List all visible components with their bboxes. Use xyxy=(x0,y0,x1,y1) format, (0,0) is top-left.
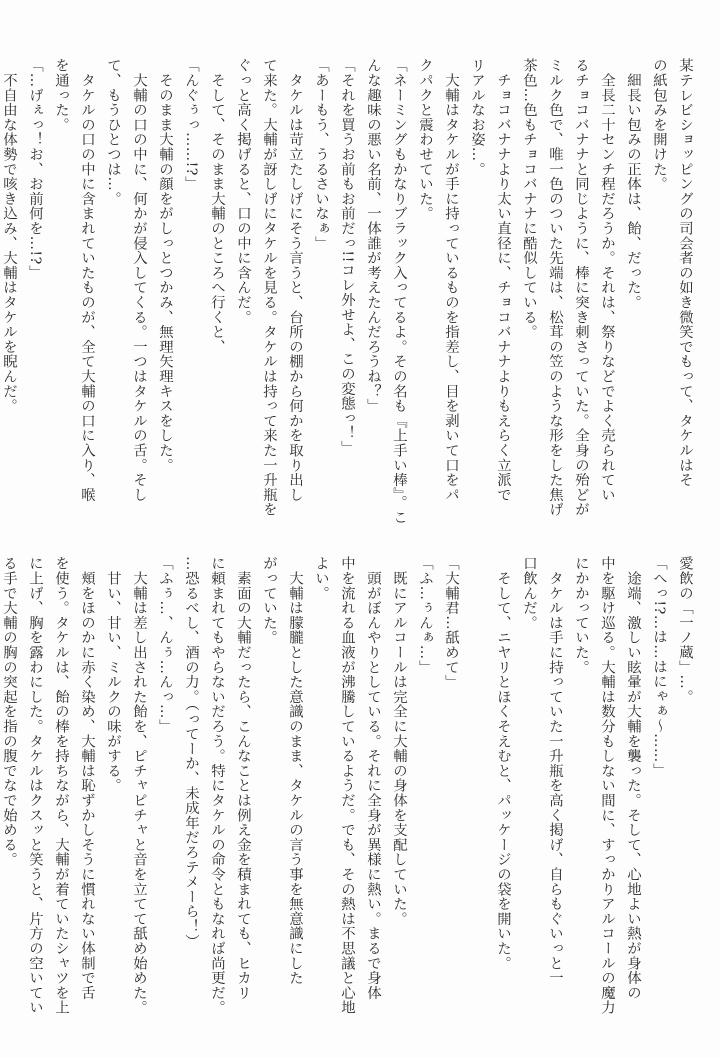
text-line: 大輔は朦朧とした意識のまま、タケルの言う事を無意識にした xyxy=(287,556,303,986)
text-line: がっていた。 xyxy=(261,556,277,645)
text-line: 中を流れる血液が沸騰しているようだ。でも、その熱は不思議と心地 xyxy=(339,556,355,1015)
text-line: タケルは苛立たしげにそう言うと、台所の棚から何かを取り出し xyxy=(287,58,303,502)
text-line: タケルの口の中に含まれていたものが、全て大輔の口に入り、喉 xyxy=(79,58,95,502)
text-line: 細長い包みの正体は、飴、だった。 xyxy=(625,58,641,310)
text-line: タケルは手に持っていた一升瓶を高く掲げ、自らもぐいっと一 xyxy=(547,556,563,986)
text-line xyxy=(464,556,490,996)
text-line: 大輔の口の中に、何かが侵入してくる。一つはタケルの舌。そし xyxy=(131,58,147,502)
text-line: 「あーもう、うるさいなぁ」 xyxy=(313,58,329,251)
text-line: クパクと震わせていた。 xyxy=(417,58,433,221)
text-line: にかかっていた。 xyxy=(573,556,589,675)
text-line: 不自由な体勢で咳き込み、大輔はタケルを睨んだ。 xyxy=(1,58,17,414)
text-line: に頼まれてもやらないだろう。特にタケルの命令ともなれば尚更だ。 xyxy=(209,556,225,1015)
text-line: 「ふぅ…、んぅ…んっ…」 xyxy=(157,556,173,734)
text-line: 「ふ…ぅんぁ…」 xyxy=(417,556,433,675)
text-line: リアルなお姿…。 xyxy=(469,58,485,177)
text-line: そして、ニヤリとほくそえむと、パッケージの袋を開いた。 xyxy=(495,556,511,971)
text-line: ぐっと高く掲げると、口の中に含んだ。 xyxy=(235,58,251,325)
text-line: を通った。 xyxy=(53,58,69,132)
text-line: 頭がぼんやりとしている。それに全身が異様に熱い。まるで身体 xyxy=(365,556,381,1000)
text-line: 愛飲の「一ノ蔵」…。 xyxy=(677,556,693,704)
text-line: 「ネーミングもかなりブラック入ってるよ。その名も『上手い棒』。こ xyxy=(391,58,407,525)
text-line: 既にアルコールは完全に大輔の身体を支配していた。 xyxy=(391,556,407,926)
text-line: 甘い、甘い、ミルクの味がする。 xyxy=(105,556,121,793)
text-line: 大輔はタケルが手に持っているものを指差し、目を剥いて口をパ xyxy=(443,58,459,502)
text-block-top xyxy=(1,58,698,525)
text-line: 中を駆け巡る。大輔は数分もしない間に、すっかりアルコールの魔力 xyxy=(599,556,615,1015)
text-line: そのまま大輔の顔をがしっとつかみ、無理矢理キスをした。 xyxy=(157,58,173,473)
text-line: 「…げぇっ！お、お前何を…!?」 xyxy=(27,58,43,280)
text-line: 素面の大輔だったら、こんなことは例え金を積まれても、ヒカリ xyxy=(235,556,251,1000)
text-line: て、もうひとつは…。 xyxy=(105,58,121,206)
text-line: そして、そのまま大輔のところへ行くと、 xyxy=(209,58,225,354)
text-line: 「大輔君…舐めて」 xyxy=(443,556,459,690)
text-line: の紙包みを開けた。 xyxy=(651,58,667,192)
text-line: 「それを買うお前もお前だっ!!コレ外せよ、この変態っ！」 xyxy=(339,58,355,456)
text-line: 茶色…色もチョコバナナに酷似している。 xyxy=(521,58,537,340)
text-line: に上げ、胸を露わにした。タケルはクスッと笑うと、片方の空いてい xyxy=(27,556,43,1015)
text-line: て来た。大輔が訝しげにタケルを見る。タケルは持って来た一升瓶を xyxy=(261,58,277,517)
text-line: 全長二十センチ程だろうか。それは、祭りなどでよく売られてい xyxy=(599,58,615,502)
text-line: 頬をほのかに赤く染め、大輔は恥ずかしそうに慣れない体制で舌 xyxy=(79,556,95,1000)
text-line: …恐るべし、酒の力。（ってーか、未成年だろテメーら！） xyxy=(183,556,199,949)
text-line: 途端、激しい眩暈が大輔を襲った。そして、心地よい熱が身体の xyxy=(625,556,641,1000)
text-line: るチョコバナナと同じように、棒に突き刺さっていた。全身の殆どが xyxy=(573,58,589,517)
text-line: 「んぐぅっ……!?」 xyxy=(183,58,199,191)
text-line: 大輔は差し出された飴を、ピチャピチャと音を立てて舐め始めた。 xyxy=(131,556,147,1015)
text-line: よい。 xyxy=(313,556,329,601)
text-line: んな趣味の悪い名前、一体誰が考えたんだろうね？」 xyxy=(365,58,381,414)
text-line: 「へっ!?…は…はにゃぁ〜……」 xyxy=(651,556,667,778)
text-line: 某テレビショッピングの司会者の如き微笑でもって、タケルはそ xyxy=(677,58,693,488)
text-line: ミルク色で、唯一色のついた先端は、松茸の笠のような形をした焦げ xyxy=(547,58,563,517)
text-line: を使う。タケルは、飴の棒を持ちながら、大輔が着ていたシャツを上 xyxy=(53,556,69,1015)
text-line: る手で大輔の胸の突起を指の腹でなで始める。 xyxy=(1,556,17,867)
text-line: 口飲んだ。 xyxy=(521,556,537,630)
text-line: チョコバナナより太い直径に、チョコバナナよりもえらく立派で xyxy=(495,58,511,502)
text-block-bottom xyxy=(1,556,698,1015)
